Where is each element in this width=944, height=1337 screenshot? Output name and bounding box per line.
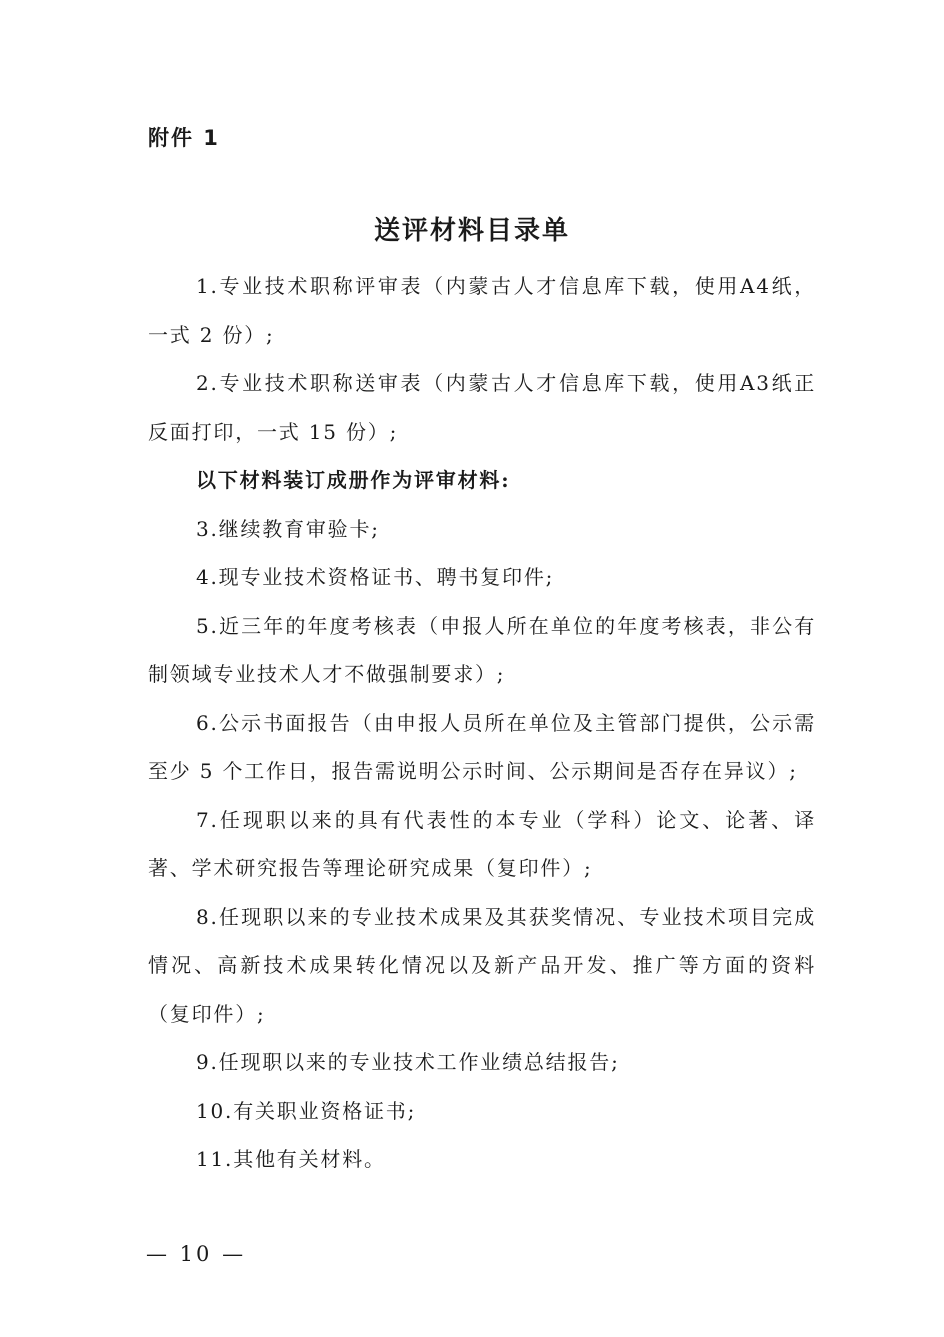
attachment-label: 附件 1 bbox=[148, 126, 220, 150]
list-item-4: 4.现专业技术资格证书、聘书复印件; bbox=[196, 565, 555, 589]
page-number: — 10 — bbox=[146, 1242, 247, 1266]
section-heading: 以下材料装订成册作为评审材料: bbox=[196, 468, 511, 492]
list-item-3: 3.继续教育审验卡; bbox=[196, 516, 380, 541]
list-item-8: 8.任现职以来的专业技术成果及其获奖情况、专业技术项目完成情况、高新技术成果转化情况以及新产品开发、推广等方面的资料（复印件）; bbox=[148, 904, 816, 1026]
page-title: 送评材料目录单 bbox=[373, 216, 570, 246]
list-item-1: 1.专业技术职称评审表（内蒙古人才信息库下载，使用A4纸，一式 2 份）; bbox=[148, 274, 816, 347]
list-item-11: 11.其他有关材料。 bbox=[196, 1147, 386, 1171]
list-item-7: 7.任现职以来的具有代表性的本专业（学科）论文、论著、译著、学术研究报告等理论研究成果（复印件）; bbox=[148, 807, 816, 880]
list-item-6: 6.公示书面报告（由申报人员所在单位及主管部门提供，公示需至少 5 个工作日，报告需说明公示时间、公示期间是否存在异议）; bbox=[148, 710, 816, 783]
list-item-5: 5.近三年的年度考核表（申报人所在单位的年度考核表，非公有制领域专业技术人才不做强制要求）; bbox=[148, 613, 816, 686]
list-item-10: 10.有关职业资格证书; bbox=[196, 1098, 417, 1123]
list-item-2: 2.专业技术职称送审表（内蒙古人才信息库下载，使用A3纸正反面打印，一式 15 份）; bbox=[148, 371, 816, 444]
document-body bbox=[148, 262, 816, 1184]
list-item-9: 9.任现职以来的专业技术工作业绩总结报告; bbox=[196, 1050, 620, 1074]
